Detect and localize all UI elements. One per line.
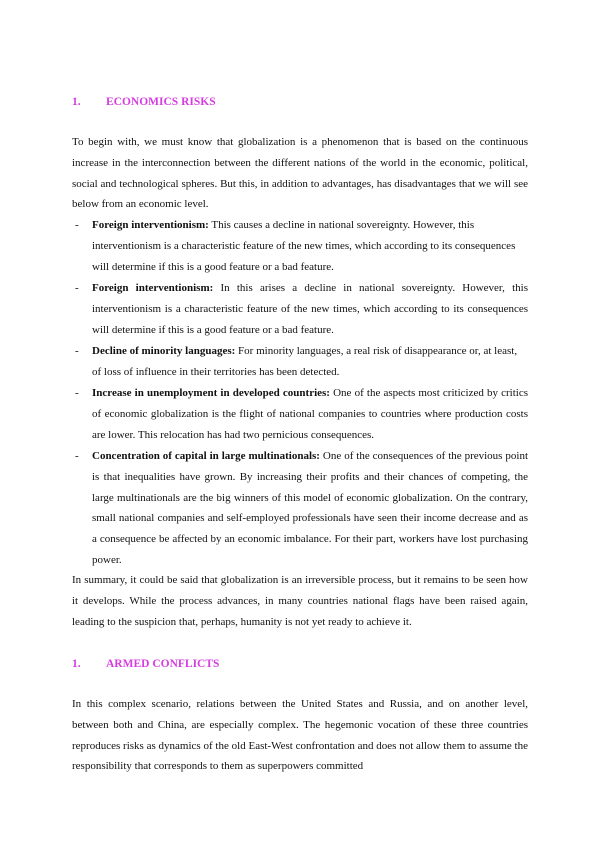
bullet-item: [72, 383, 528, 445]
section-number: 1.: [72, 658, 81, 670]
intro-paragraph: To begin with, we must know that globalization is a phenomenon that is based on the continuous increase in the interconnection between the different nations of the world in the economic, political, social and technological spheres. But this, in addition to advantages, has disadvantages that we will see below from an economic level.: [72, 136, 528, 211]
bullet-marker: -: [75, 450, 79, 462]
bullet-term: Foreign interventionism:: [92, 219, 209, 231]
bullet-item: [72, 215, 528, 277]
bullet-text: [92, 278, 528, 340]
bullet-body: One of the aspects most criticized by critics of economic globalization is the flight of national companies to countries where production costs are lower. This relocation has had two pernicious consequences.: [92, 387, 528, 441]
bullet-marker: -: [75, 219, 79, 231]
bullet-text: [92, 446, 528, 571]
section-title: ARMED CONFLICTS: [106, 658, 220, 670]
bullet-item: [72, 446, 528, 571]
bullet-item: [72, 341, 528, 383]
bullet-text: [92, 341, 528, 383]
bullet-text: [92, 383, 528, 445]
bullet-marker: -: [75, 387, 79, 399]
bullet-body: For minority languages, a real risk of disappearance or, at least, of loss of influence in their territories has been detected.: [92, 345, 518, 378]
bullet-body: This causes a decline in national sovereignty. However, this interventionism is a characteristic feature of the new times, which according to its consequences will determine if this is a good feature or a bad feature.: [92, 219, 516, 273]
section-heading-economics-risks: [72, 92, 216, 113]
summary-paragraph: In summary, it could be said that globalization is an irreversible process, but it remains to be seen how it develops. While the process advances, in many countries national flags have been raised again, leading to the suspicion that, perhaps, humanity is not yet ready to achieve it.: [72, 574, 528, 628]
bullet-term: Foreign interventionism:: [92, 282, 214, 294]
section-heading-armed-conflicts: [72, 654, 219, 675]
section-title: ECONOMICS RISKS: [106, 96, 216, 108]
bullet-term: Increase in unemployment in developed countries:: [92, 387, 330, 399]
bullet-text: [92, 215, 528, 277]
bullet-marker: -: [75, 345, 79, 357]
bullet-item: [72, 278, 528, 340]
bullet-term: Decline of minority languages:: [92, 345, 236, 357]
section-number: 1.: [72, 96, 81, 108]
bullet-body: In this arises a decline in national sovereignty. However, this interventionism is a characteristic feature of the new times, which according to its consequences will determine if this is a good feature or a bad feature.: [92, 282, 529, 336]
armed-conflicts-paragraph: In this complex scenario, relations between the United States and Russia, and on another level, between both and China, are especially complex. The hegemonic vocation of these three countries reproduces risks as dynamics of the old East-West confrontation and does not allow them to assume the responsibility that corresponds to them as superpowers committed: [72, 698, 528, 773]
bullet-body: One of the consequences of the previous point is that inequalities have grown. By increasing their profits and their chances of competing, the large multinationals are the big winners of this model of economic globalization. On the contrary, small national companies and self-employed professionals have seen their income decrease and as a consequence be affected by an economic imbalance. For their part, workers have lost purchasing power.: [92, 450, 529, 566]
bullet-term: Concentration of capital in large multinationals:: [92, 450, 320, 462]
bullet-marker: -: [75, 282, 79, 294]
